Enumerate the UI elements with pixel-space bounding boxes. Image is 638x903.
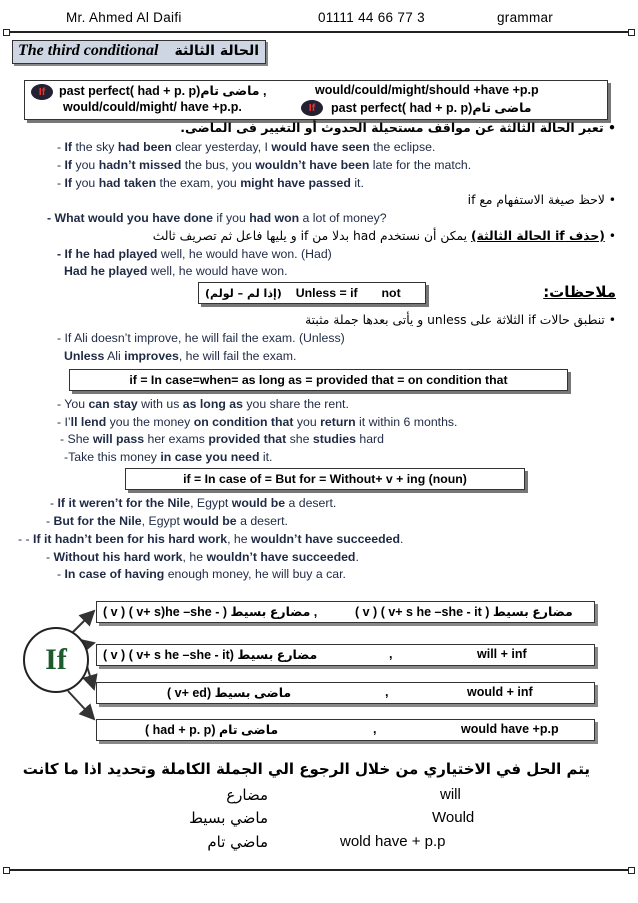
formula-line1-right: would/could/might/should +have +p.p	[315, 83, 539, 97]
example-4: - What would you have done if you had won a lot of money?	[47, 211, 387, 225]
unless-arabic: (إذا لم – لولم)	[205, 286, 282, 300]
phone-number: 01111 44 66 77 3	[318, 10, 425, 25]
example-14: - But for the Nile, Egypt would be a desert.	[46, 514, 288, 528]
diagram-row-first	[96, 644, 595, 666]
formula-box	[24, 80, 608, 120]
diagram-row-first-right: will + inf	[477, 647, 527, 661]
diagram-row-second-comma: ,	[385, 685, 389, 699]
subject-label: grammar	[497, 10, 554, 25]
unless-box	[198, 282, 426, 304]
if-circle: If	[23, 627, 89, 693]
closing-ar-3: ماضي تام	[207, 833, 268, 851]
equivalents-box	[69, 369, 568, 391]
unless-formula: Unless = if not	[295, 286, 401, 300]
formula-line2-left: would/could/might/ have +p.p.	[63, 100, 242, 114]
if-badge: If	[31, 84, 53, 100]
example-12: -Take this money in case you need it.	[64, 450, 273, 464]
formula-line2-right: past perfect( had + p. p)ماضى تام	[331, 101, 532, 115]
closing-en-1: will	[440, 786, 461, 803]
diagram-row-first-left: ( v ) ( v+ s he –she - it) مضارع بسيط	[103, 648, 318, 662]
closing-en-2: Would	[432, 809, 475, 826]
diagram-row-zero	[96, 601, 595, 623]
example-10: - I’ll lend you the money on condition that you return it within 6 months.	[57, 415, 458, 429]
notes-heading: ملاحظات:	[543, 283, 616, 301]
bottom-rule	[6, 869, 632, 871]
question-note: • لاحظ صيغة الاستفهام مع if	[467, 193, 616, 207]
example-16: - Without his hard work, he wouldn’t have succeeded.	[46, 550, 359, 564]
noun-form-text: if = In case of = But for = Without+ v + ing (noun)	[183, 472, 467, 486]
example-2: - If you hadn’t missed the bus, you wouldn’t have been late for the match.	[57, 158, 472, 172]
example-8: Unless Ali improves, he will fail the exam.	[64, 349, 297, 363]
example-6: Had he played well, he would have won.	[64, 264, 288, 278]
diagram-row-zero-left: ( v ) ( v+ s)he –she - ) مضارع بسيط ,	[103, 605, 318, 619]
diagram-row-third-right: would have +p.p	[461, 722, 559, 736]
title-english: The third conditional	[18, 42, 159, 59]
example-15: - - If it hadn’t been for his hard work, he wouldn’t have succeeded.	[18, 532, 404, 546]
diagram-row-first-comma: ,	[389, 647, 393, 661]
example-3: - If you had taken the exam, you might have passed it.	[57, 176, 364, 190]
if-badge-2: If	[301, 100, 323, 116]
example-13: - If it weren’t for the Nile, Egypt would be a desert.	[50, 496, 337, 510]
example-11: - She will pass her exams provided that she studies hard	[60, 432, 384, 446]
closing-heading: يتم الحل في الاختياري من خلال الرجوع الي الجملة الكاملة وتحديد اذا ما كانت	[22, 760, 590, 778]
diagram-row-second-right: would + inf	[467, 685, 533, 699]
title-banner	[12, 40, 266, 64]
noun-form-box	[125, 468, 525, 490]
closing-ar-1: مضارع	[226, 786, 268, 804]
use-note: • تعبر الحالة الثالثة عن مواقف مستحيلة الحدوث أو التغيير فى الماضى.	[180, 120, 616, 135]
diagram-row-third-left: ( had + p. p) ماضى تام	[145, 723, 279, 737]
example-1: - If the sky had been clear yesterday, I would have seen the eclipse.	[57, 140, 436, 154]
example-9: - You can stay with us as long as you share the rent.	[57, 397, 349, 411]
top-rule	[6, 31, 632, 33]
example-17: - In case of having enough money, he will buy a car.	[57, 567, 346, 581]
closing-ar-2: ماضي بسيط	[189, 809, 268, 827]
formula-line1-left: past perfect( had + p. p)ماضى تام ,	[59, 84, 267, 98]
diagram-row-third-comma: ,	[373, 722, 377, 736]
closing-en-3: wold have + p.p	[340, 833, 446, 850]
example-7: - If Ali doesn’t improve, he will fail the exam. (Unless)	[57, 331, 345, 345]
diagram-row-second	[96, 682, 595, 704]
title-arabic: الحالة الثالثة	[174, 43, 259, 59]
example-5: - If he had played well, he would have won. (Had)	[57, 247, 332, 261]
equivalents-text: if = In case=when= as long as = provided that = on condition that	[129, 373, 508, 387]
author-name: Mr. Ahmed Al Daifi	[66, 10, 182, 25]
unless-note: • تنطبق حالات if الثلاثة على unless و يأتى بعدها جملة مثبتة	[305, 313, 616, 327]
diagram-row-third	[96, 719, 595, 741]
diagram-row-second-left: ( v+ ed) ماضى بسيط	[167, 686, 292, 700]
omit-if-note: • (حذف if الحالة الثالثة) يمكن أن نستخدم had بدلا من if و يليها فاعل ثم تصريف ثالث	[152, 229, 616, 243]
diagram-row-zero-right: ( v ) ( v+ s he –she - it ) مضارع بسيط	[355, 605, 573, 619]
